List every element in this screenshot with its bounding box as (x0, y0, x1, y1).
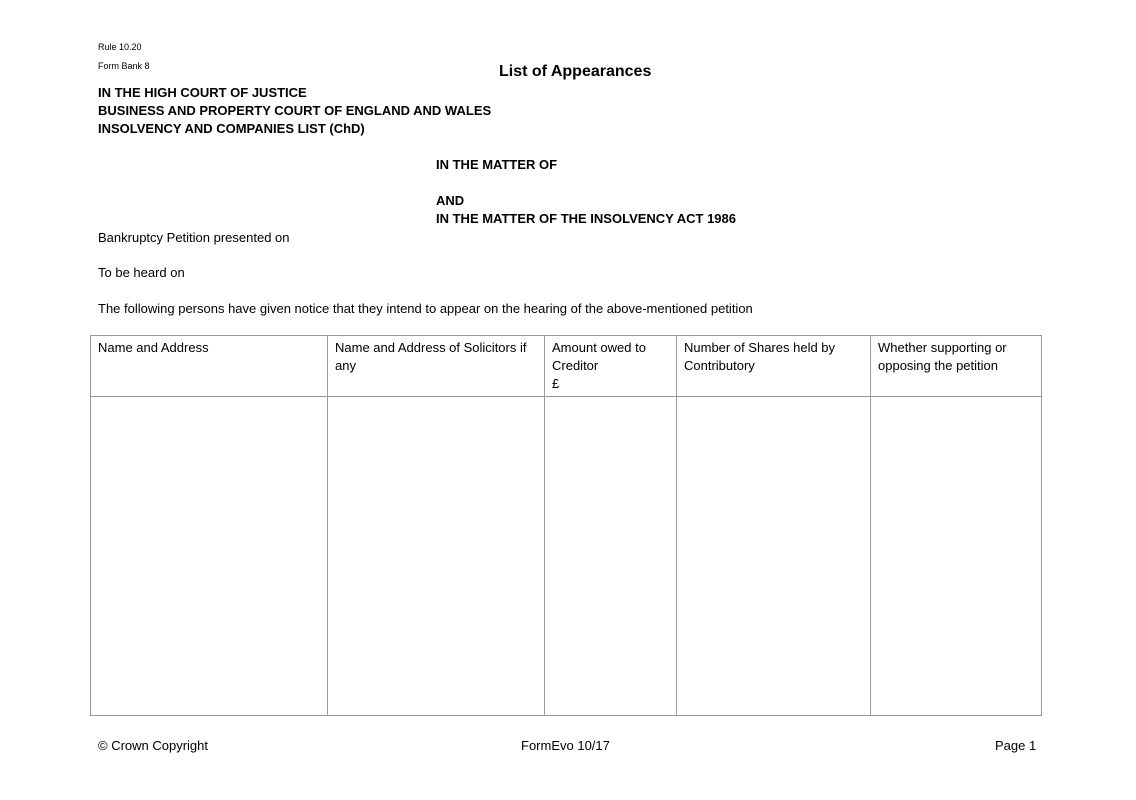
form-bank-number: Form Bank 8 (98, 61, 150, 71)
petition-presented-label: Bankruptcy Petition presented on (98, 230, 290, 245)
column-header-name-address: Name and Address (91, 336, 328, 397)
amount-owed-label: Amount owed to Creditor (552, 340, 646, 373)
currency-symbol: £ (552, 376, 560, 391)
court-name-line-2: BUSINESS AND PROPERTY COURT OF ENGLAND AND WALES (98, 103, 492, 118)
insolvency-act-matter: IN THE MATTER OF THE INSOLVENCY ACT 1986 (436, 211, 736, 226)
column-header-shares: Number of Shares held by Contributory (677, 336, 871, 397)
table-header-row (91, 336, 1042, 397)
cell-name-address[interactable] (91, 397, 328, 716)
column-header-support-oppose: Whether supporting or opposing the petition (871, 336, 1042, 397)
court-name-line-3: INSOLVENCY AND COMPANIES LIST (ChD) (98, 121, 365, 136)
appearance-notice-text: The following persons have given notice that they intend to appear on the hearing of the above-mentioned petition (98, 301, 753, 316)
table-entry-row (91, 397, 1042, 716)
cell-shares[interactable] (677, 397, 871, 716)
and-label: AND (436, 193, 465, 208)
heard-on-label: To be heard on (98, 265, 185, 280)
document-title: List of Appearances (499, 63, 652, 80)
footer-copyright: © Crown Copyright (98, 738, 209, 753)
cell-solicitors[interactable] (328, 397, 545, 716)
footer-form-version: FormEvo 10/17 (521, 738, 610, 753)
cell-amount-owed[interactable] (545, 397, 677, 716)
column-header-solicitors: Name and Address of Solicitors if any (328, 336, 545, 397)
court-name-line-1: IN THE HIGH COURT OF JUSTICE (98, 85, 307, 100)
column-header-amount-owed (545, 336, 677, 397)
cell-support-oppose[interactable] (871, 397, 1042, 716)
in-the-matter-of: IN THE MATTER OF (436, 157, 558, 172)
footer-page-number: Page 1 (995, 738, 1037, 753)
rule-reference: Rule 10.20 (98, 42, 142, 52)
appearances-table (90, 335, 1042, 716)
